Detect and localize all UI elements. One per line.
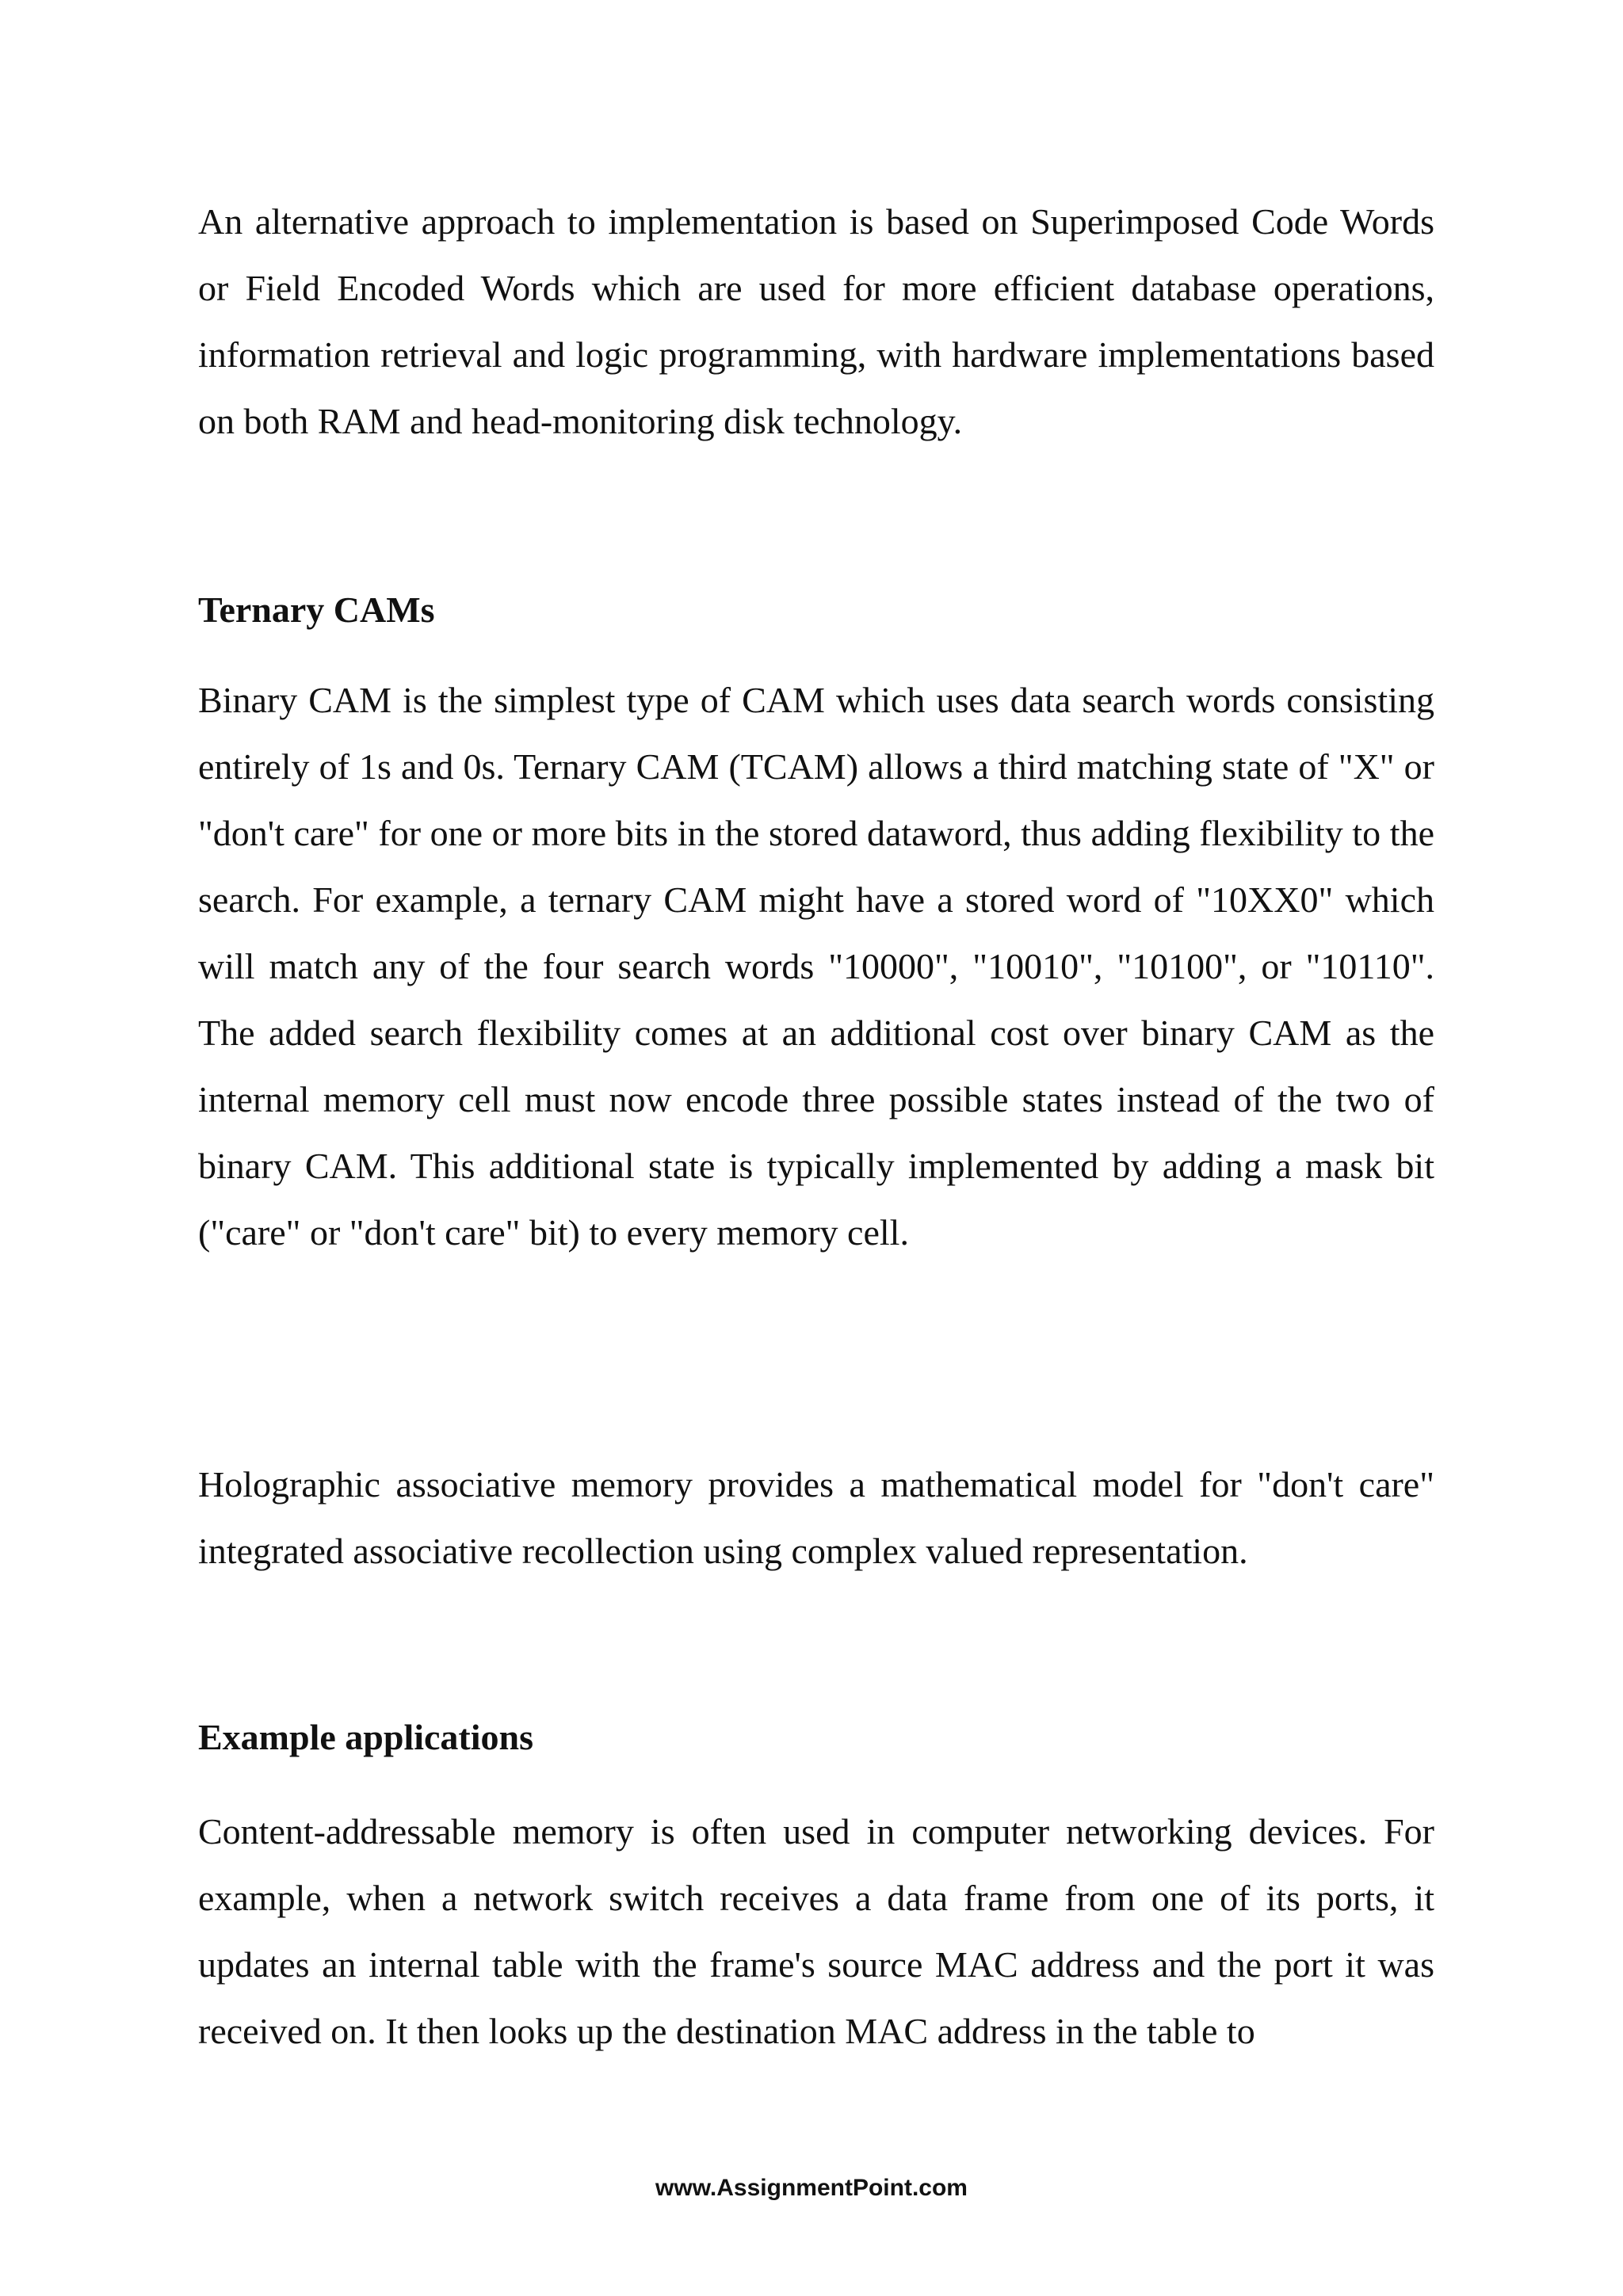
paragraph-networking-example: Content-addressable memory is often used in computer networking devices. For example, when a network switch receives a data frame from one of its ports, it updates an internal table with the frame's source MAC address and the port it was received on. It then looks up the destination MAC address in the table to [198,1811,1434,2051]
footer-website-link[interactable]: www.AssignmentPoint.com [655,2175,968,2201]
heading-example-applications: Example applications [198,1717,534,1757]
paragraph-implementation-approach: An alternative approach to implementation is based on Superimposed Code Words or Field Encoded Words which are used for more efficient database operations, information retrieval and logic programming, with hardware implementations based on both RAM and head-monitoring disk technology. [198,201,1434,441]
paragraph-holographic-memory: Holographic associative memory provides a mathematical model for "don't care" integrated associative recollection using complex valued representation. [198,1464,1434,1571]
heading-ternary-cams: Ternary CAMs [198,589,435,630]
paragraph-ternary-cam: Binary CAM is the simplest type of CAM which uses data search words consisting entirely of 1s and 0s. Ternary CAM (TCAM) allows a third matching state of "X" or "don't care" for one or more bits in the stored dataword, thus adding flexibility to the search. For example, a ternary CAM might have a stored word of "10XX0" which will match any of the four search words "10000", "10010", "10100", or "10110". The added search flexibility comes at an additional cost over binary CAM as the internal memory cell must now encode three possible states instead of the two of binary CAM. This additional state is typically implemented by adding a mask bit ("care" or "don't care" bit) to every memory cell. [198,680,1434,1253]
